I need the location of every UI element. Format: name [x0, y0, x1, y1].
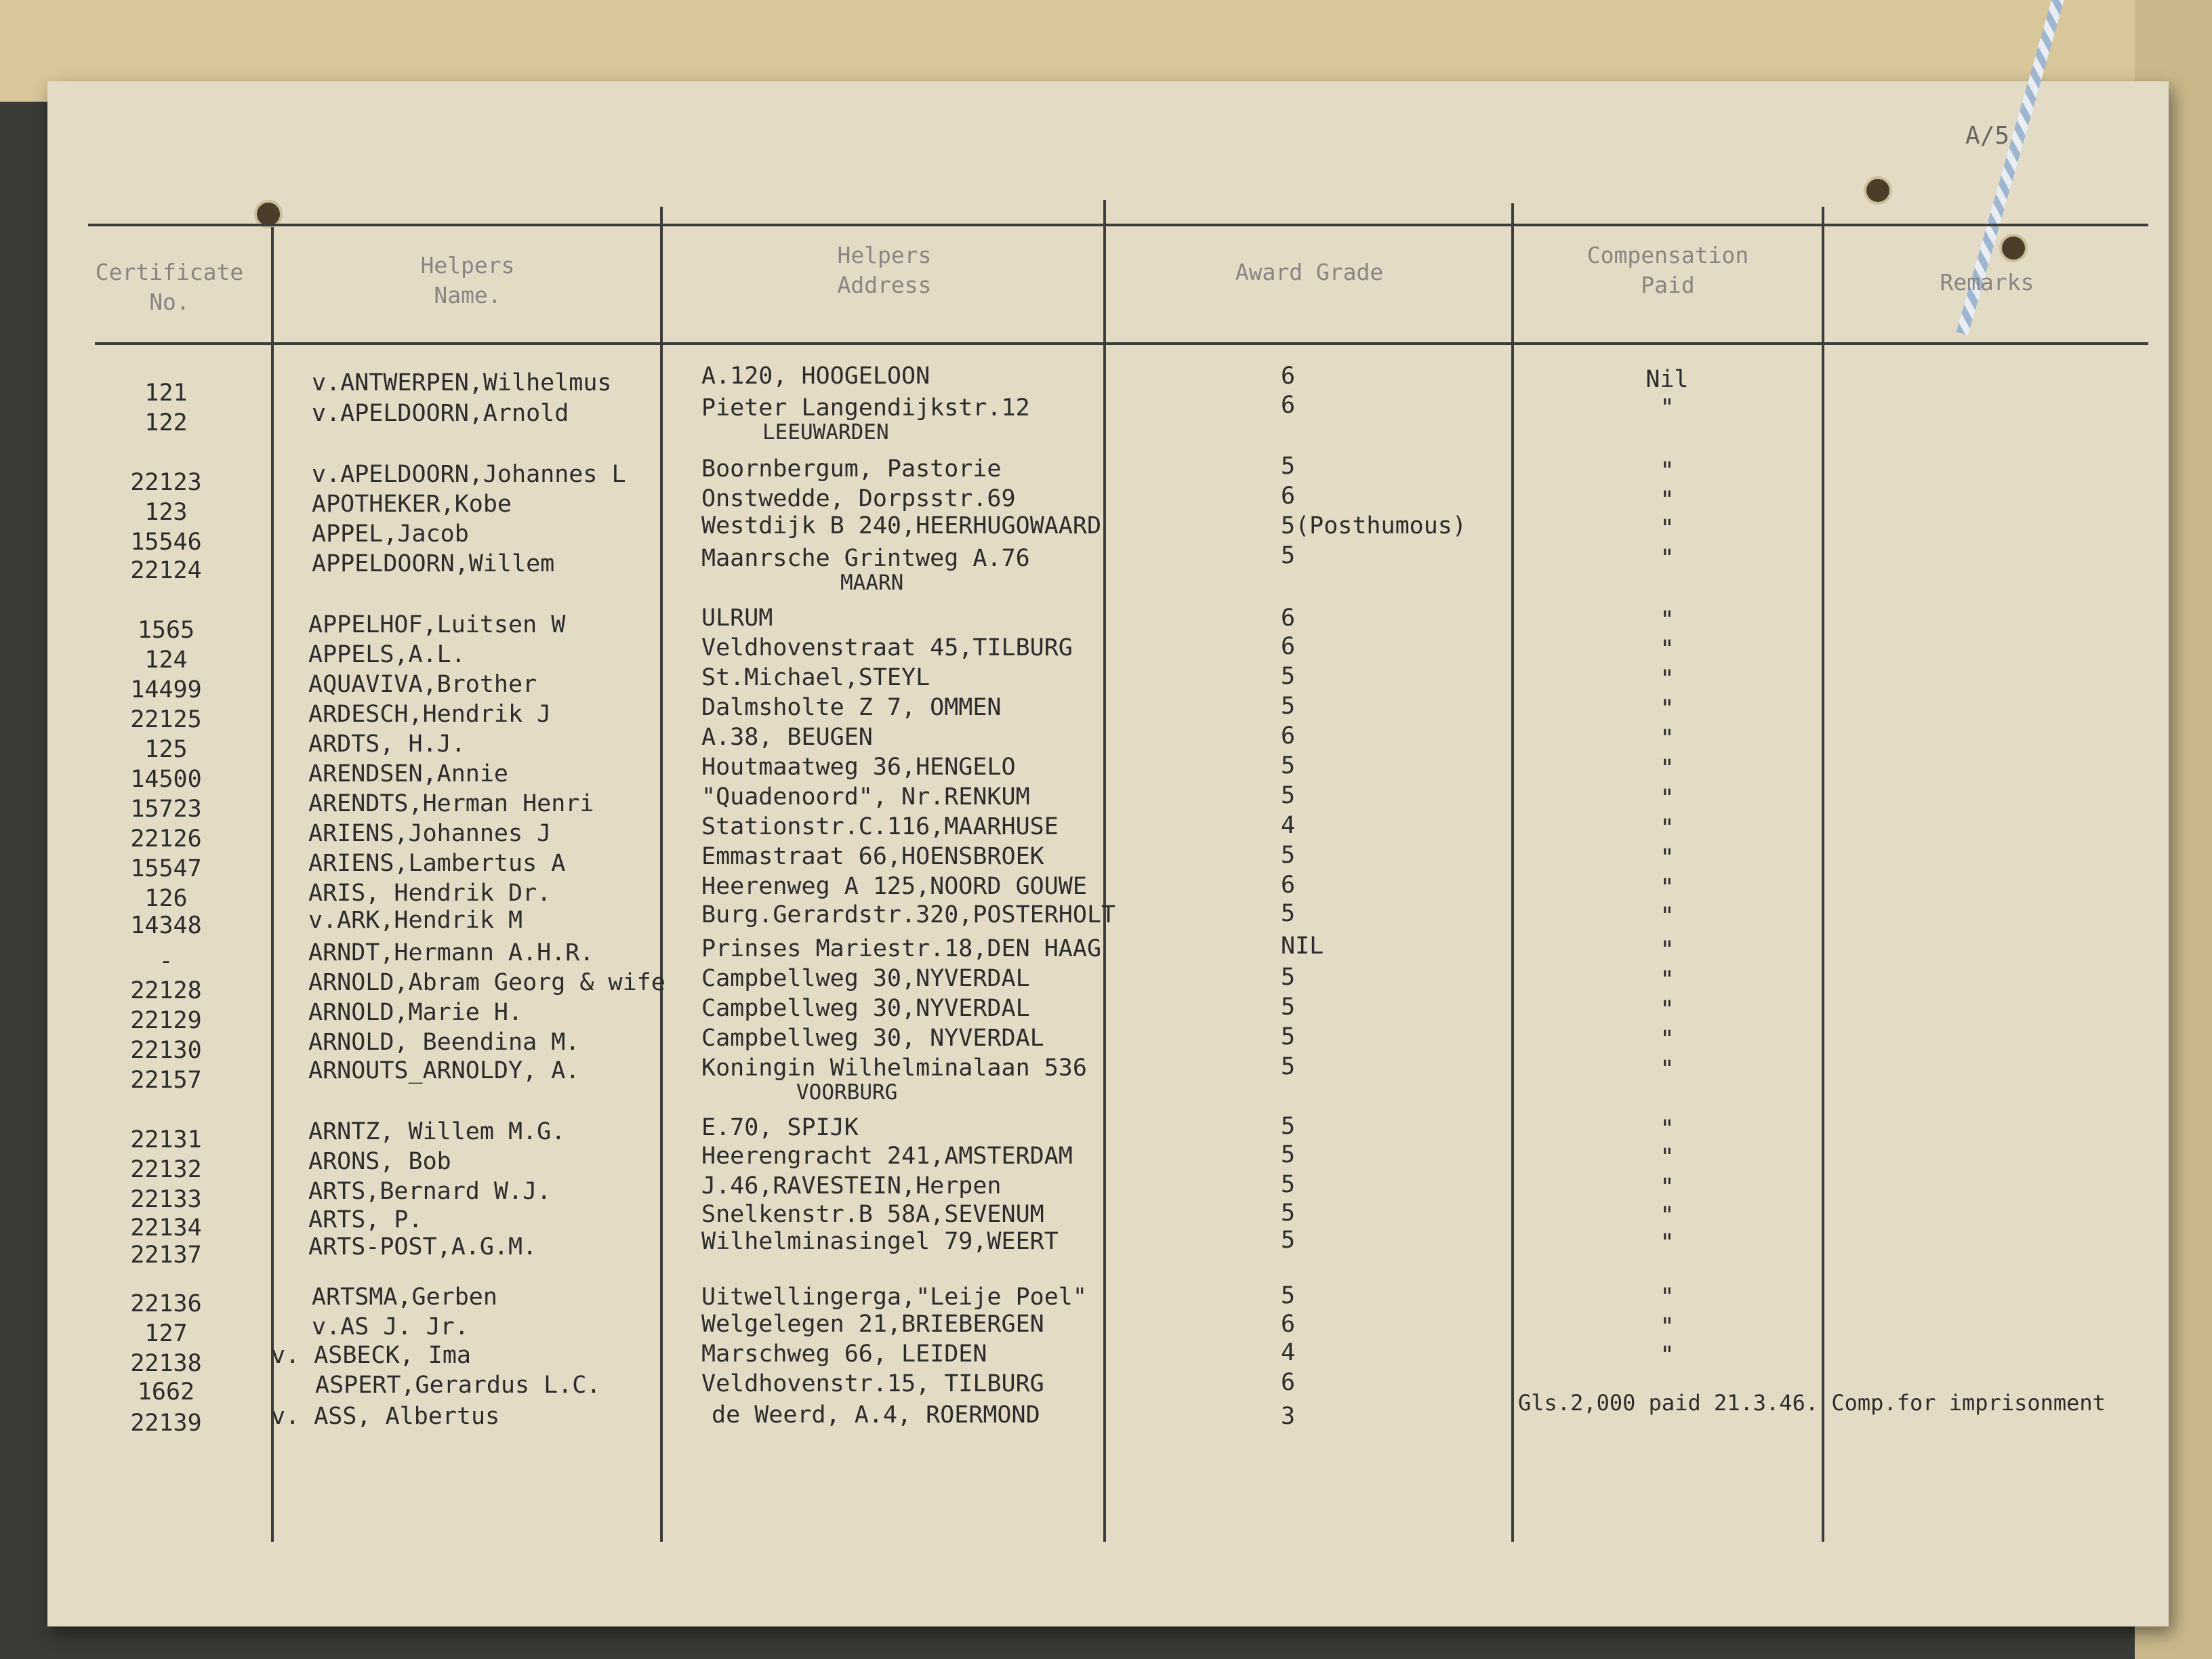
certificate-no: 22133 [130, 1186, 202, 1213]
certificate-no: 22138 [130, 1350, 202, 1377]
compensation-paid: " [1660, 1342, 1675, 1369]
award-grade: 4 [1281, 1339, 1296, 1366]
column-divider [1822, 207, 1824, 1542]
column-divider [1511, 203, 1514, 1542]
helper-name: AQUAVIVA,Brother [308, 671, 537, 698]
document-page [47, 81, 2169, 1626]
helper-address: Wilhelminasingel 79,WEERT [701, 1228, 1059, 1255]
helper-name: ARENDSEN,Annie [308, 760, 509, 787]
helper-name: ARONS, Bob [308, 1148, 451, 1175]
certificate-no: 22125 [130, 706, 202, 733]
compensation-paid: " [1660, 1115, 1675, 1143]
compensation-paid: " [1660, 487, 1675, 514]
award-grade: 6 [1281, 633, 1296, 660]
helper-name: v. ASS, Albertus [271, 1403, 500, 1430]
certificate-no: 15546 [130, 529, 202, 556]
helper-address: Campbellweg 30, NYVERDAL [701, 1025, 1044, 1052]
certificate-no: 125 [144, 736, 188, 763]
helper-address: Dalmsholte Z 7, OMMEN [701, 694, 1002, 721]
award-grade: 6 [1281, 392, 1296, 419]
helper-address: Heerenweg A 125,NOORD GOUWE [701, 873, 1087, 900]
certificate-no: - [159, 947, 173, 975]
column-divider [660, 207, 663, 1542]
helper-address: Veldhovenstraat 45,TILBURG [701, 634, 1073, 661]
certificate-no: 22131 [130, 1126, 202, 1153]
compensation-paid: " [1660, 996, 1675, 1023]
header-bottom-rule [95, 342, 2148, 345]
compensation-paid: " [1660, 844, 1675, 872]
compensation-paid: " [1660, 1026, 1675, 1053]
award-grade: 6 [1281, 483, 1296, 510]
helper-name: ARTS, P. [308, 1206, 423, 1233]
helper-name: ARNOLD,Marie H. [308, 999, 523, 1026]
helper-address-line2: VOORBURG [796, 1080, 898, 1105]
award-grade: 5 [1281, 693, 1296, 720]
helper-address-line2: LEEUWARDEN [762, 420, 889, 445]
helper-name: APOTHEKER,Kobe [312, 491, 512, 518]
helper-name: APPELHOF,Luitsen W [308, 611, 566, 638]
certificate-no: 122 [144, 409, 188, 436]
helper-address: Boornbergum, Pastorie [701, 455, 1002, 483]
header-award-grade: Award Grade [1235, 259, 1384, 285]
helper-address: Westdijk B 240,HEERHUGOWAARD [701, 512, 1102, 539]
helper-address: Prinses Mariestr.18,DEN HAAG [701, 935, 1102, 962]
helper-address: Houtmaatweg 36,HENGELO [701, 754, 1016, 781]
certificate-no: 22128 [130, 977, 202, 1004]
compensation-paid: " [1660, 874, 1675, 901]
helper-address-line2: MAARN [840, 571, 904, 595]
award-grade: 5 [1281, 994, 1296, 1021]
compensation-paid: Gls.2,000 paid 21.3.46. Comp.for imprisonment [1518, 1390, 2106, 1416]
helper-name: v. ASBECK, Ima [271, 1342, 472, 1369]
award-grade: 5 [1281, 1200, 1296, 1227]
award-grade: 5 [1281, 1227, 1296, 1254]
helper-address: Campbellweg 30,NYVERDAL [701, 995, 1030, 1022]
helper-name: ARIS, Hendrik Dr. [308, 880, 552, 907]
certificate-no: 22123 [130, 469, 202, 496]
helper-name: v.AS J. Jr. [312, 1313, 469, 1340]
helper-name: ASPERT,Gerardus L.C. [315, 1372, 601, 1399]
helper-name: v.ARK,Hendrik M [308, 907, 523, 934]
compensation-paid: " [1660, 1313, 1675, 1340]
helper-address: Emmastraat 66,HOENSBROEK [701, 843, 1044, 870]
award-grade: 5 [1281, 1171, 1296, 1198]
helper-name: v.APELDOORN,Arnold [312, 400, 569, 427]
certificate-no: 22134 [130, 1214, 202, 1242]
certificate-no: 15547 [130, 855, 202, 882]
award-grade: 5 [1281, 1282, 1296, 1309]
punch-hole [1864, 176, 1892, 205]
helper-name: ARNOLD, Beendina M. [308, 1029, 580, 1056]
compensation-paid: " [1660, 903, 1675, 930]
award-grade: 5 [1281, 900, 1296, 927]
header-certificate: Certificate No. [95, 259, 244, 315]
helper-address: Maanrsche Grintweg A.76 [701, 545, 1030, 572]
compensation-paid: " [1660, 695, 1675, 722]
helper-address: Uitwellingerga,"Leije Poel" [701, 1284, 1087, 1311]
certificate-no: 22129 [130, 1007, 202, 1034]
award-grade: 5 [1281, 542, 1296, 569]
compensation-paid: " [1660, 515, 1675, 542]
helper-address: A.38, BEUGEN [701, 724, 873, 751]
certificate-no: 14500 [130, 766, 202, 793]
helper-name: APPEL,Jacob [312, 520, 469, 548]
certificate-no: 15723 [130, 796, 202, 823]
compensation-paid: " [1660, 457, 1675, 485]
certificate-no: 22139 [130, 1410, 202, 1437]
award-grade: 6 [1281, 1369, 1296, 1396]
award-grade: NIL [1281, 933, 1324, 960]
compensation-paid: " [1660, 607, 1675, 634]
certificate-no: 124 [144, 647, 188, 674]
helper-name: ARNOLD,Abram Georg & wife [308, 969, 665, 996]
award-grade: 5 [1281, 1053, 1296, 1080]
helper-address: Heerengracht 241,AMSTERDAM [701, 1143, 1073, 1170]
award-grade: 5 [1281, 1023, 1296, 1050]
helper-address: E.70, SPIJK [701, 1114, 859, 1141]
header-address: Helpers Address [837, 242, 932, 298]
compensation-paid: " [1660, 785, 1675, 812]
compensation-paid: " [1660, 937, 1675, 964]
compensation-paid: " [1660, 665, 1675, 693]
helper-address: Welgelegen 21,BRIEBERGEN [701, 1311, 1044, 1338]
helper-address: Veldhovenstr.15, TILBURG [701, 1370, 1044, 1397]
helper-address: Onstwedde, Dorpsstr.69 [701, 485, 1016, 512]
certificate-no: 22136 [130, 1290, 202, 1317]
compensation-paid: " [1660, 1174, 1675, 1201]
award-grade: 5 [1281, 964, 1296, 991]
helper-name: ARTSMA,Gerben [312, 1284, 497, 1311]
helper-name: v.APELDOORN,Johannes L [312, 461, 626, 488]
helper-name: APPELS,A.L. [308, 641, 466, 668]
helper-address: A.120, HOOGELOON [701, 363, 930, 390]
certificate-no: 22137 [130, 1242, 202, 1269]
page-number: A/5 [1965, 122, 2010, 150]
award-grade: 5 [1281, 782, 1296, 809]
award-grade: 5 [1281, 663, 1296, 690]
award-grade: 5 [1281, 1141, 1296, 1168]
helper-address: Pieter Langendijkstr.12 [701, 394, 1030, 422]
compensation-paid: " [1660, 966, 1675, 994]
compensation-paid: " [1660, 1284, 1675, 1311]
helper-address: J.46,RAVESTEIN,Herpen [701, 1172, 1002, 1200]
certificate-no: 123 [144, 499, 188, 526]
award-grade: 5 [1281, 1113, 1296, 1140]
certificate-no: 22130 [130, 1037, 202, 1064]
compensation-paid: " [1660, 1229, 1675, 1256]
certificate-no: 22132 [130, 1156, 202, 1183]
award-grade: 5 [1281, 752, 1296, 779]
certificate-no: 126 [144, 885, 188, 912]
helper-address: Campbellweg 30,NYVERDAL [701, 965, 1030, 992]
certificate-no: 1662 [137, 1378, 195, 1406]
certificate-no: 22126 [130, 825, 202, 853]
helper-address: Snelkenstr.B 58A,SEVENUM [701, 1201, 1044, 1228]
award-grade: 3 [1281, 1403, 1296, 1430]
helper-name: v.ANTWERPEN,Wilhelmus [312, 369, 612, 396]
award-grade: 4 [1281, 812, 1296, 839]
helper-address: Burg.Gerardstr.320,POSTERHOLT [701, 901, 1116, 928]
certificate-no: 22157 [130, 1067, 202, 1094]
award-grade: 5 [1281, 842, 1296, 869]
helper-name: ARNOUTS_ARNOLDY, A. [308, 1057, 580, 1084]
helper-name: ARDESCH,Hendrik J [308, 701, 552, 728]
certificate-no: 121 [144, 380, 188, 407]
compensation-paid: Nil [1645, 366, 1689, 393]
award-grade: 5(Posthumous) [1281, 512, 1467, 539]
award-grade: 6 [1281, 605, 1296, 632]
certificate-no: 1565 [137, 617, 195, 644]
helper-address: ULRUM [701, 605, 773, 632]
award-grade: 6 [1281, 1311, 1296, 1338]
compensation-paid: " [1660, 1202, 1675, 1229]
header-compensation: Compensation Paid [1586, 242, 1749, 298]
compensation-paid: " [1660, 725, 1675, 752]
helper-name: APPELDOORN,Willem [312, 550, 555, 577]
helper-name: ARTS,Bernard W.J. [308, 1178, 552, 1205]
punch-hole [1999, 234, 2028, 262]
helper-name: ARTS-POST,A.G.M. [308, 1233, 537, 1261]
helper-name: ARNTZ, Willem M.G. [308, 1118, 566, 1145]
helper-name: ARIENS,Lambertus A [308, 850, 566, 877]
compensation-paid: " [1660, 394, 1675, 422]
header-name: Helpers Name. [420, 252, 515, 308]
award-grade: 6 [1281, 722, 1296, 750]
helper-name: ARNDT,Hermann A.H.R. [308, 939, 594, 966]
helper-address: St.Michael,STEYL [701, 664, 930, 691]
helper-address: Stationstr.C.116,MAARHUSE [701, 813, 1059, 840]
helper-address: de Weerd, A.4, ROERMOND [712, 1401, 1040, 1429]
column-divider [1103, 200, 1106, 1542]
helper-address: Marschweg 66, LEIDEN [701, 1340, 987, 1368]
compensation-paid: " [1660, 755, 1675, 782]
helper-name: ARDTS, H.J. [308, 731, 466, 758]
certificate-no: 127 [144, 1320, 188, 1347]
certificate-no: 14499 [130, 676, 202, 703]
compensation-paid: " [1660, 545, 1675, 572]
helper-address: "Quadenoord", Nr.RENKUM [701, 783, 1030, 811]
award-grade: 5 [1281, 453, 1296, 480]
award-grade: 6 [1281, 363, 1296, 390]
compensation-paid: " [1660, 636, 1675, 663]
compensation-paid: " [1660, 815, 1675, 842]
certificate-no: 22124 [130, 557, 202, 584]
compensation-paid: " [1660, 1056, 1675, 1083]
header-remarks: Remarks [1940, 269, 2034, 295]
certificate-no: 14348 [130, 912, 202, 939]
header-top-rule [88, 224, 2148, 226]
helper-address: Koningin Wilhelminalaan 536 [701, 1054, 1087, 1082]
helper-name: ARENDTS,Herman Henri [308, 790, 594, 817]
compensation-paid: " [1660, 1144, 1675, 1171]
award-grade: 6 [1281, 872, 1296, 899]
helper-name: ARIENS,Johannes J [308, 820, 552, 847]
